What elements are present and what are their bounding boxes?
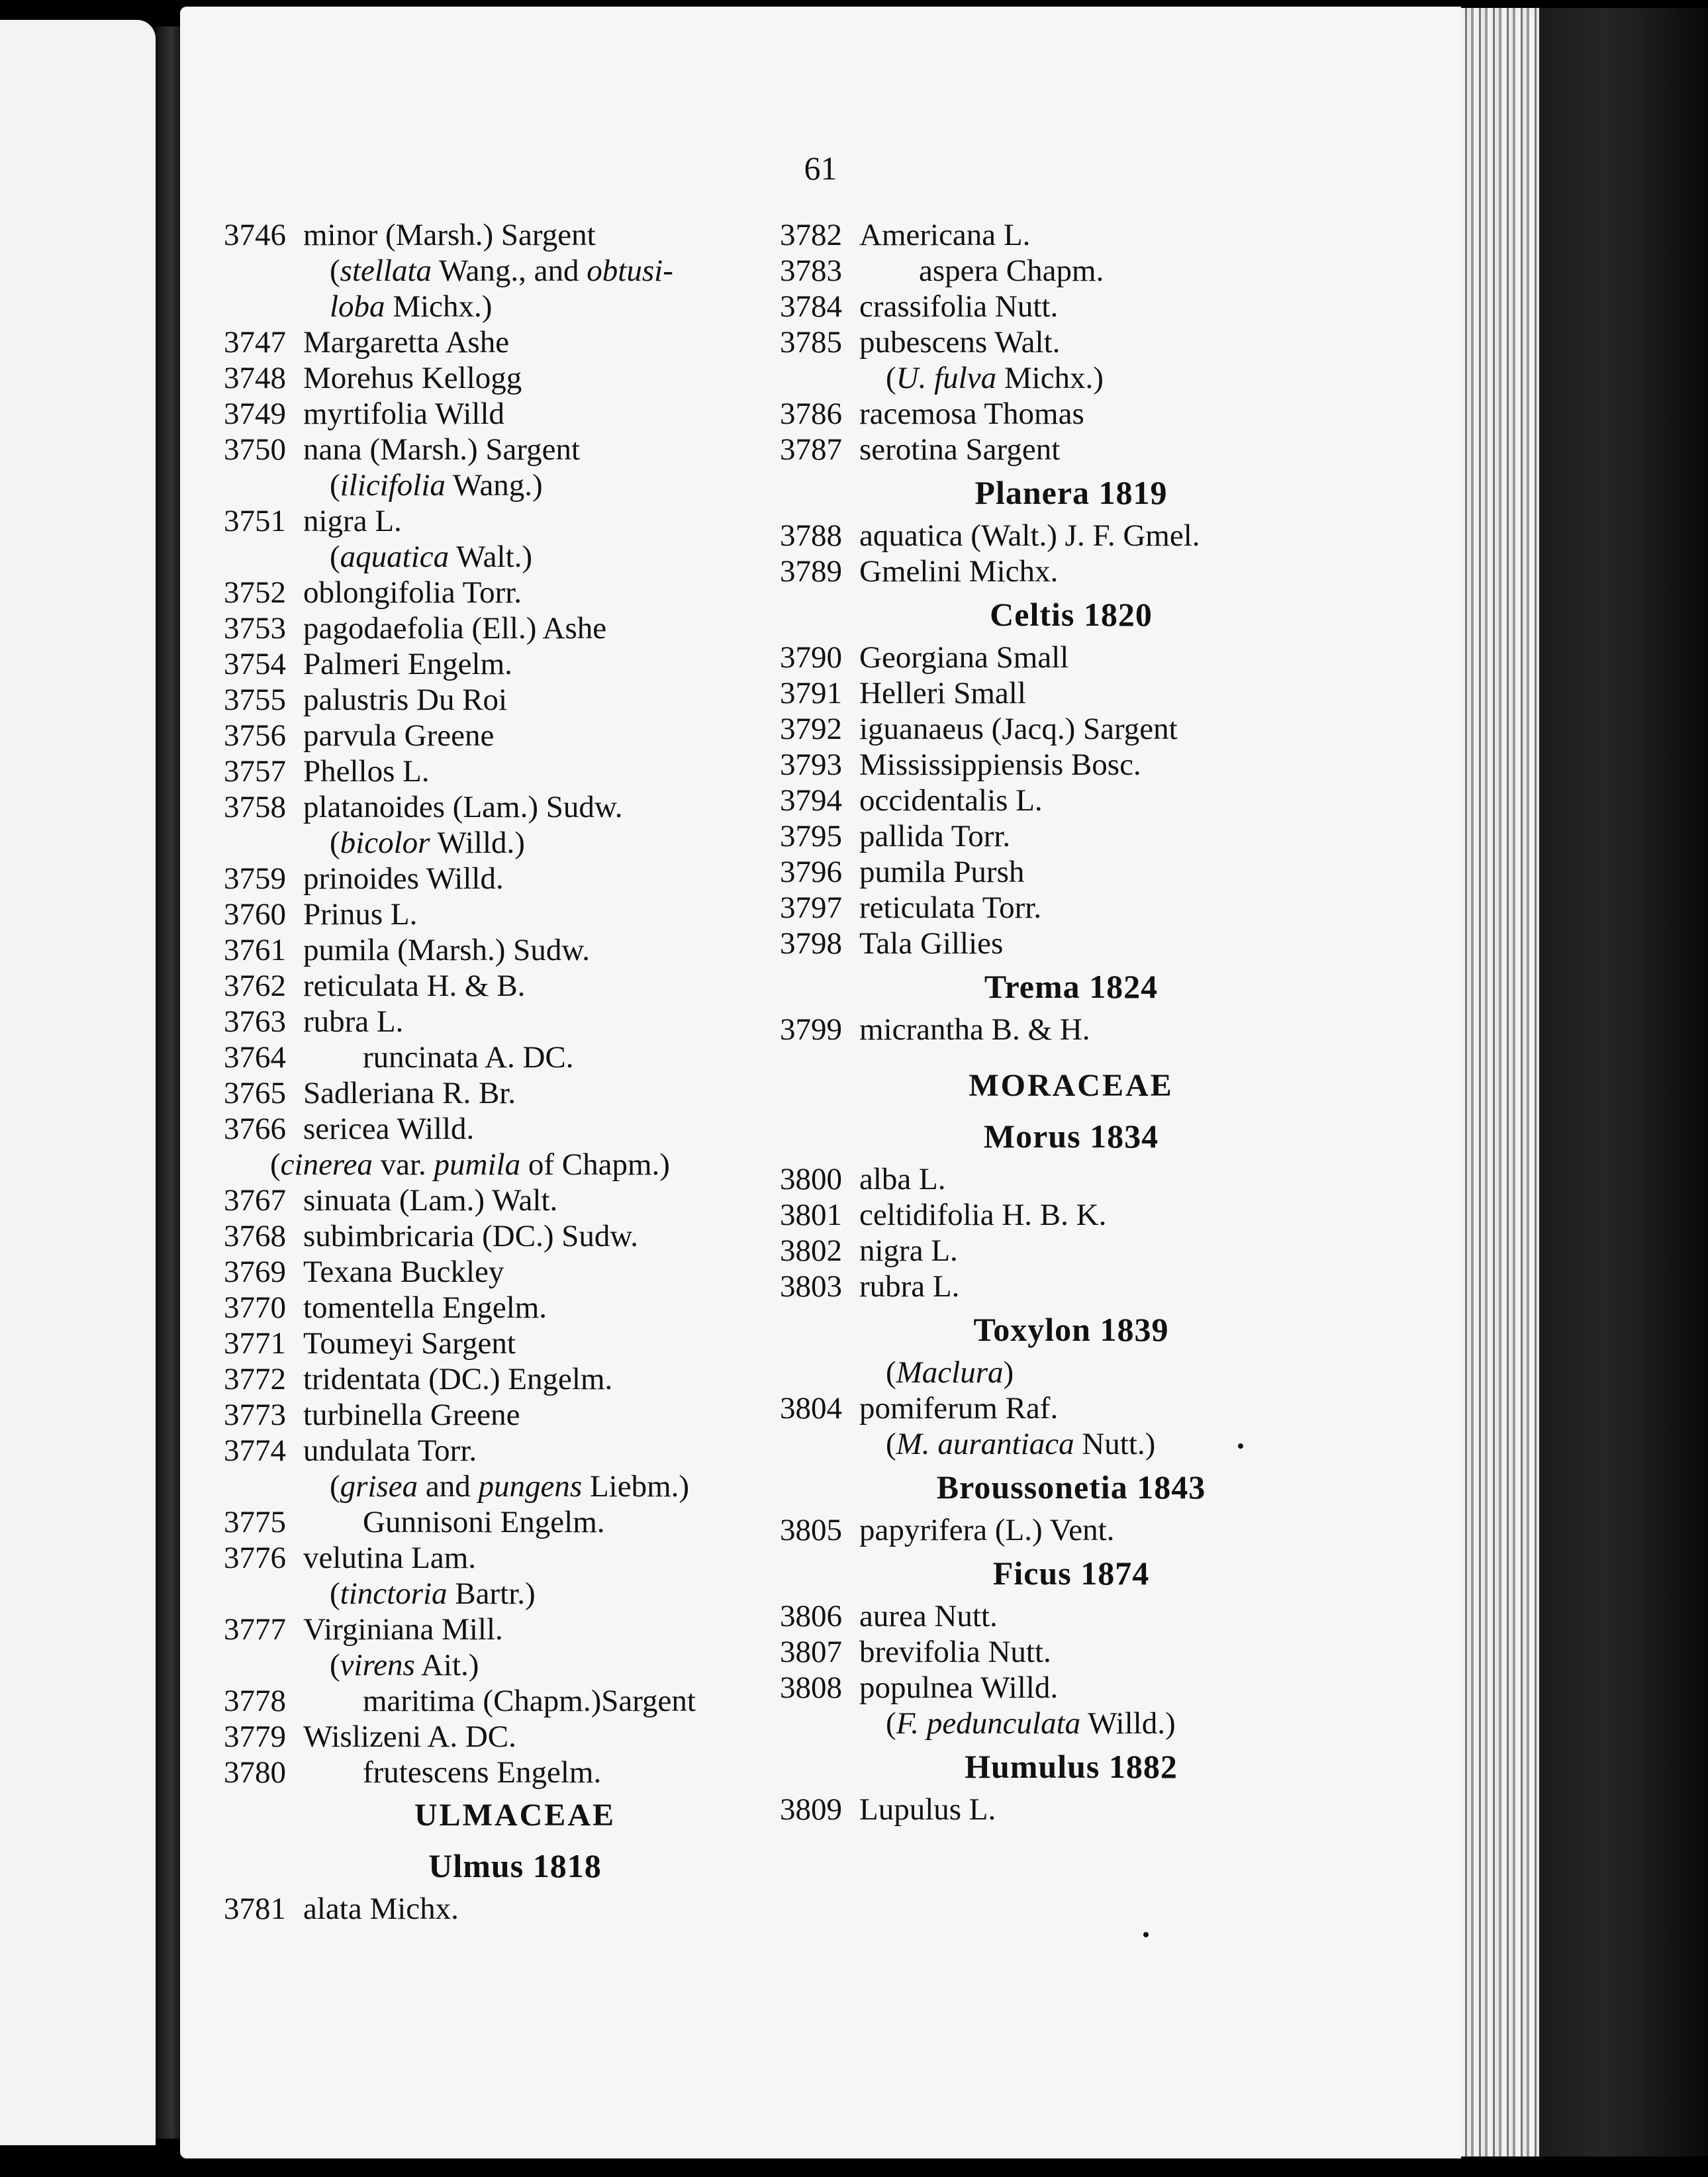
species-name: frutescens Engelm.: [363, 1755, 602, 1790]
entry-number: 3809: [780, 1792, 842, 1827]
species-entry: [224, 1040, 806, 1075]
entry-number: 3796: [780, 855, 842, 889]
species-entry: [224, 1433, 806, 1469]
species-entry: [224, 682, 806, 718]
entry-number: 3804: [780, 1391, 842, 1426]
entry-number: 3748: [224, 361, 286, 395]
genus-heading: Planera 1819: [974, 474, 1168, 511]
species-name: prinoides Willd.: [303, 861, 504, 896]
species-entry: [780, 640, 1362, 675]
species-name: runcinata A. DC.: [363, 1040, 574, 1075]
genus-heading: Humulus 1882: [965, 1748, 1178, 1785]
species-name: pallida Torr.: [859, 819, 1011, 853]
page-number: 61: [804, 150, 837, 187]
species-name: velutina Lam.: [303, 1541, 477, 1575]
species-entry: [780, 783, 1362, 818]
entry-number: 3802: [780, 1234, 842, 1268]
entry-number: 3752: [224, 575, 286, 610]
species-entry: [224, 1290, 806, 1326]
entry-number: 3756: [224, 718, 286, 753]
species-entry: [224, 396, 806, 432]
entry-number: 3801: [780, 1198, 842, 1232]
entry-number: 3807: [780, 1635, 842, 1669]
entry-number: 3777: [224, 1612, 286, 1647]
species-name: Gmelini Michx.: [859, 554, 1059, 589]
spacer: [780, 1047, 1362, 1061]
species-entry: [224, 1504, 806, 1540]
entry-number: 3786: [780, 397, 842, 431]
species-name: reticulata Torr.: [859, 891, 1042, 925]
entry-number: 3808: [780, 1670, 842, 1705]
species-name: subimbricaria (DC.) Sudw.: [303, 1219, 639, 1253]
species-name: Mississippiensis Bosc.: [859, 748, 1141, 782]
species-entry: [224, 1719, 806, 1755]
species-name: nigra L.: [859, 1234, 958, 1268]
species-name: rubra L.: [859, 1269, 960, 1304]
species-entry: [224, 1326, 806, 1361]
entry-number: 3794: [780, 783, 842, 818]
species-name: pumila Pursh: [859, 855, 1025, 889]
species-name: myrtifolia Willd: [303, 397, 505, 431]
entry-number: 3754: [224, 647, 286, 681]
entry-number: 3746: [224, 218, 286, 252]
species-name: occidentalis L.: [859, 783, 1043, 818]
species-entry: [780, 747, 1362, 783]
species-name: pubescens Walt.: [859, 325, 1061, 360]
synonym-line: (Maclura): [886, 1355, 1014, 1390]
entry-number: 3767: [224, 1183, 286, 1218]
page-edges: [1453, 8, 1539, 2156]
species-name: pumila (Marsh.) Sudw.: [303, 933, 590, 967]
synonym-line: (aquatica Walt.): [330, 540, 533, 574]
entry-number: 3760: [224, 897, 286, 932]
species-name: platanoides (Lam.) Sudw.: [303, 790, 623, 824]
ink-speck: [1143, 1932, 1149, 1937]
species-name: celtidifolia H. B. K.: [859, 1198, 1107, 1232]
entry-number: 3773: [224, 1398, 286, 1432]
entry-number: 3770: [224, 1290, 286, 1325]
entry-number: 3765: [224, 1076, 286, 1110]
species-name: nana (Marsh.) Sargent: [303, 432, 581, 467]
entry-number: 3781: [224, 1892, 286, 1926]
entry-number: 3768: [224, 1219, 286, 1253]
species-name: papyrifera (L.) Vent.: [859, 1513, 1115, 1547]
facing-page-edge: [0, 20, 156, 2145]
species-name: sericea Willd.: [303, 1112, 475, 1146]
species-entry: [780, 1792, 1362, 1827]
entry-number: 3797: [780, 891, 842, 925]
species-entry: [780, 711, 1362, 747]
species-name: Sadleriana R. Br.: [303, 1076, 516, 1110]
species-entry: [780, 324, 1362, 360]
species-entry: [780, 1670, 1362, 1706]
species-entry: [224, 1683, 806, 1719]
book-gutter: [156, 26, 182, 2139]
species-entry: [780, 1269, 1362, 1304]
species-name: Gunnisoni Engelm.: [363, 1505, 605, 1539]
species-name: racemosa Thomas: [859, 397, 1084, 431]
species-name: brevifolia Nutt.: [859, 1635, 1051, 1669]
entry-number: 3780: [224, 1755, 286, 1790]
entry-number: 3790: [780, 640, 842, 675]
species-name: minor (Marsh.) Sargent: [303, 218, 596, 252]
species-entry: [780, 854, 1362, 890]
species-entry: [224, 1891, 806, 1927]
species-entry: [224, 360, 806, 396]
species-entry: [780, 518, 1362, 554]
species-entry: [780, 289, 1362, 324]
genus-heading: Ulmus 1818: [428, 1847, 602, 1884]
entry-number: 3792: [780, 712, 842, 746]
entry-number: 3783: [780, 254, 842, 288]
species-name: Lupulus L.: [859, 1792, 996, 1827]
species-entry: [780, 1161, 1362, 1197]
entry-number: 3747: [224, 325, 286, 360]
species-entry: [224, 1254, 806, 1290]
species-entry: [780, 253, 1362, 289]
genus-heading: Ficus 1874: [992, 1555, 1150, 1592]
entry-number: 3782: [780, 218, 842, 252]
entry-number: 3757: [224, 754, 286, 789]
species-entry: [780, 432, 1362, 467]
entry-number: 3803: [780, 1269, 842, 1304]
species-entry: [224, 432, 806, 467]
species-name: sinuata (Lam.) Walt.: [303, 1183, 558, 1218]
species-name: nigra L.: [303, 504, 402, 538]
entry-number: 3785: [780, 325, 842, 360]
species-entry: [224, 932, 806, 968]
entry-number: 3766: [224, 1112, 286, 1146]
species-name: Morehus Kellogg: [303, 361, 522, 395]
entry-number: 3791: [780, 676, 842, 710]
species-entry: [780, 217, 1362, 253]
species-name: maritima (Chapm.)Sargent: [363, 1684, 696, 1718]
species-name: alata Michx.: [303, 1892, 459, 1926]
species-name: tridentata (DC.) Engelm.: [303, 1362, 613, 1396]
book-cover-edge: [1539, 8, 1708, 2156]
species-name: serotina Sargent: [859, 432, 1061, 467]
genus-heading: Broussonetia 1843: [936, 1469, 1206, 1506]
species-name: oblongifolia Torr.: [303, 575, 522, 610]
genus-heading: Trema 1824: [984, 968, 1159, 1005]
species-name: Georgiana Small: [859, 640, 1069, 675]
species-entry: [224, 610, 806, 646]
species-entry: [780, 1512, 1362, 1548]
species-entry: [224, 1755, 806, 1790]
species-entry: [224, 968, 806, 1004]
species-entry: [780, 1197, 1362, 1233]
entry-number: 3763: [224, 1004, 286, 1039]
synonym-line: (F. pedunculata Willd.): [886, 1706, 1176, 1741]
right-column: [780, 217, 1362, 1827]
species-name: Wislizeni A. DC.: [303, 1719, 516, 1754]
entry-number: 3789: [780, 554, 842, 589]
species-name: micrantha B. & H.: [859, 1012, 1090, 1047]
species-entry: [224, 896, 806, 932]
entry-number: 3750: [224, 432, 286, 467]
species-name: Toumeyi Sargent: [303, 1326, 516, 1361]
entry-number: 3775: [224, 1505, 286, 1539]
synonym-line: (tinctoria Bartr.): [330, 1576, 536, 1611]
entry-number: 3793: [780, 748, 842, 782]
species-entry: [224, 1361, 806, 1397]
entry-number: 3769: [224, 1255, 286, 1289]
species-name: aquatica (Walt.) J. F. Gmel.: [859, 518, 1200, 553]
species-name: aurea Nutt.: [859, 1599, 998, 1633]
entry-number: 3784: [780, 289, 842, 324]
synonym-line: (U. fulva Michx.): [886, 361, 1104, 395]
synonym-line: (stellata Wang., and obtusi-: [330, 254, 673, 288]
family-heading: MORACEAE: [969, 1068, 1174, 1103]
species-name: Phellos L.: [303, 754, 430, 789]
species-name: alba L.: [859, 1162, 946, 1196]
synonym-line: (ilicifolia Wang.): [330, 468, 543, 503]
species-entry: [224, 1004, 806, 1040]
species-name: Helleri Small: [859, 676, 1026, 710]
species-entry: [224, 789, 806, 825]
entry-number: 3753: [224, 611, 286, 646]
species-entry: [224, 575, 806, 610]
species-entry: [780, 1598, 1362, 1634]
entry-number: 3795: [780, 819, 842, 853]
species-name: tomentella Engelm.: [303, 1290, 547, 1325]
entry-number: 3761: [224, 933, 286, 967]
species-name: Palmeri Engelm.: [303, 647, 512, 681]
entry-number: 3776: [224, 1541, 286, 1575]
synonym-line: (virens Ait.): [330, 1648, 479, 1682]
entry-number: 3755: [224, 683, 286, 717]
entry-number: 3764: [224, 1040, 286, 1075]
species-name: crassifolia Nutt.: [859, 289, 1059, 324]
synonym-line: (grisea and pungens Liebm.): [330, 1469, 690, 1504]
species-entry: [224, 324, 806, 360]
entry-number: 3799: [780, 1012, 842, 1047]
species-name: Prinus L.: [303, 897, 418, 932]
species-name: undulata Torr.: [303, 1433, 477, 1468]
entry-number: 3774: [224, 1433, 286, 1468]
species-entry: [224, 217, 806, 253]
species-entry: [780, 1634, 1362, 1670]
species-name: Margaretta Ashe: [303, 325, 510, 360]
synonym-line: (bicolor Willd.): [330, 826, 525, 860]
synonym-line: (M. aurantiaca Nutt.): [886, 1427, 1156, 1461]
species-entry: [224, 1540, 806, 1576]
species-entry: [780, 554, 1362, 589]
species-name: pagodaefolia (Ell.) Ashe: [303, 611, 607, 646]
entry-number: 3806: [780, 1599, 842, 1633]
species-entry: [224, 1397, 806, 1433]
species-entry: [780, 1233, 1362, 1269]
species-entry: [224, 1183, 806, 1218]
entry-number: 3751: [224, 504, 286, 538]
synonym-line: loba Michx.): [330, 289, 493, 324]
species-name: Americana L.: [859, 218, 1031, 252]
species-entry: [224, 1075, 806, 1111]
species-entry: [224, 503, 806, 539]
species-name: Virginiana Mill.: [303, 1612, 503, 1647]
entry-number: 3778: [224, 1684, 286, 1718]
species-entry: [780, 818, 1362, 854]
entry-number: 3788: [780, 518, 842, 553]
species-entry: [780, 890, 1362, 926]
entry-number: 3805: [780, 1513, 842, 1547]
species-name: palustris Du Roi: [303, 683, 508, 717]
synonym-line: (cinerea var. pumila of Chapm.): [270, 1147, 670, 1182]
species-name: reticulata H. & B.: [303, 969, 526, 1003]
species-name: rubra L.: [303, 1004, 404, 1039]
genus-heading: Toxylon 1839: [973, 1311, 1169, 1348]
species-entry: [780, 396, 1362, 432]
entry-number: 3772: [224, 1362, 286, 1396]
species-entry: [224, 1111, 806, 1147]
species-entry: [224, 1612, 806, 1647]
entry-number: 3759: [224, 861, 286, 896]
species-name: aspera Chapm.: [919, 254, 1104, 288]
genus-heading: Morus 1834: [983, 1118, 1159, 1155]
species-entry: [224, 646, 806, 682]
entry-number: 3798: [780, 926, 842, 961]
species-name: turbinella Greene: [303, 1398, 520, 1432]
species-name: pomiferum Raf.: [859, 1391, 1059, 1426]
family-heading: ULMACEAE: [414, 1798, 616, 1833]
species-name: parvula Greene: [303, 718, 495, 753]
species-entry: [224, 753, 806, 789]
species-name: iguanaeus (Jacq.) Sargent: [859, 712, 1178, 746]
entry-number: 3787: [780, 432, 842, 467]
genus-heading: Celtis 1820: [990, 596, 1153, 633]
entry-number: 3758: [224, 790, 286, 824]
left-column: [224, 217, 806, 1927]
entry-number: 3762: [224, 969, 286, 1003]
species-entry: [224, 1218, 806, 1254]
species-entry: [224, 718, 806, 753]
species-name: Tala Gillies: [859, 926, 1004, 961]
species-entry: [780, 926, 1362, 961]
species-entry: [780, 1390, 1362, 1426]
species-name: populnea Willd.: [859, 1670, 1059, 1705]
entry-number: 3800: [780, 1162, 842, 1196]
species-entry: [224, 861, 806, 896]
ink-speck: [1238, 1443, 1243, 1449]
species-name: Texana Buckley: [303, 1255, 504, 1289]
species-entry: [780, 675, 1362, 711]
entry-number: 3779: [224, 1719, 286, 1754]
entry-number: 3749: [224, 397, 286, 431]
entry-number: 3771: [224, 1326, 286, 1361]
species-entry: [780, 1012, 1362, 1047]
